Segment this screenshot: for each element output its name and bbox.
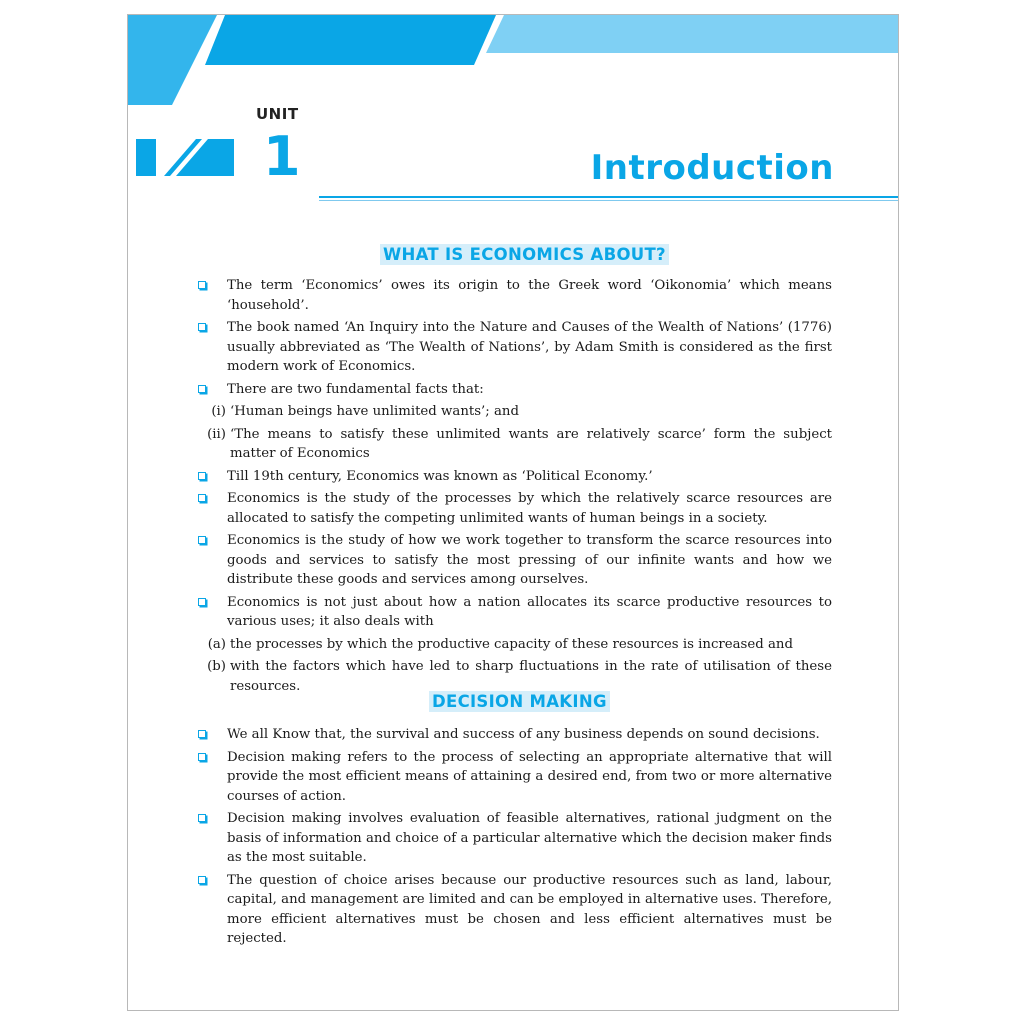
list-item: Decision making involves evaluation of feasible alternatives, rational judgment on the basis of information and choice of a particular alternative which the decision maker finds as the most suitable. [198, 809, 832, 868]
sub-list [200, 402, 832, 464]
checkbox-bullet-icon [198, 385, 206, 393]
checkbox-bullet-icon [198, 323, 206, 331]
unit-bar-left [136, 139, 156, 176]
list-item: Economics is the study of the processes by which the relatively scarce resources are allocated to satisfy the competing unlimited wants of human beings in a society. [198, 489, 832, 528]
list-item: The term ‘Economics’ owes its origin to the Greek word ‘Oikonomia’ which means ‘household’. [198, 276, 832, 315]
unit-number: 1 [263, 125, 301, 188]
list-item: Decision making refers to the process of selecting an appropriate alternative that will provide the most efficient means of attaining a desired end, from two or more alternative courses of action. [198, 748, 832, 807]
title-rule [319, 196, 899, 198]
economics-list [198, 276, 832, 699]
sub-list [200, 635, 832, 697]
title-rule-thin [319, 200, 899, 201]
checkbox-bullet-icon [198, 814, 206, 822]
checkbox-bullet-icon [198, 536, 206, 544]
checkbox-bullet-icon [198, 281, 206, 289]
banner-left-stripe [128, 15, 217, 105]
decision-making-list [198, 725, 832, 952]
unit-label: UNIT [256, 105, 299, 123]
list-item: The question of choice arises because our productive resources such as land, labour, capital, and management are limited and can be employed in alternative uses. Therefore, more efficient alternatives must be chosen and less efficient alternatives must be rejected. [198, 871, 832, 949]
document-page [127, 14, 899, 1011]
sub-list-item: (b) with the factors which have led to sharp fluctuations in the rate of utilisation of these resources. [207, 659, 832, 694]
checkbox-bullet-icon [198, 753, 206, 761]
list-item: Economics is not just about how a nation allocates its scarce productive resources to various uses; it also deals with (a) the processes by which the productive capacity of these resources is increased and (b) with the factors which have led to sharp fluctuations in the rate of utilisation of these resources. [198, 593, 832, 697]
checkbox-bullet-icon [198, 472, 206, 480]
list-item: There are two fundamental facts that: (i) ‘Human beings have unlimited wants’; and (ii) ‘The means to satisfy these unlimited wants are relatively scarce’ form the subject matter of Economics [198, 380, 832, 464]
checkbox-bullet-icon [198, 598, 206, 606]
list-item: The book named ‘An Inquiry into the Nature and Causes of the Wealth of Nations’ (1776) usually abbreviated as ‘The Wealth of Nations’, by Adam Smith is considered as the first modern work of Economics. [198, 318, 832, 377]
section-heading-economics: WHAT IS ECONOMICS ABOUT? [380, 244, 669, 265]
sub-list-item: (i) ‘Human beings have unlimited wants’; and [211, 404, 519, 419]
checkbox-bullet-icon [198, 730, 206, 738]
list-item: We all Know that, the survival and success of any business depends on sound decisions. [198, 725, 832, 745]
section-heading-decision-making: DECISION MAKING [429, 691, 610, 712]
sub-list-item: (ii) ‘The means to satisfy these unlimited wants are relatively scarce’ form the subject matter of Economics [207, 426, 832, 461]
checkbox-bullet-icon [198, 876, 206, 884]
banner-main-stripe [205, 15, 496, 65]
page-title: Introduction [590, 148, 834, 188]
banner-right-stripe [486, 15, 898, 53]
list-item: Economics is the study of how we work together to transform the scarce resources into goods and services to satisfy the most pressing of our infinite wants and how we distribute these goods and services among ourselves. [198, 531, 832, 590]
sub-list-item: (a) the processes by which the productive capacity of these resources is increased and [207, 636, 793, 652]
checkbox-bullet-icon [198, 494, 206, 502]
list-item: Till 19th century, Economics was known as ‘Political Economy.’ [198, 467, 832, 487]
